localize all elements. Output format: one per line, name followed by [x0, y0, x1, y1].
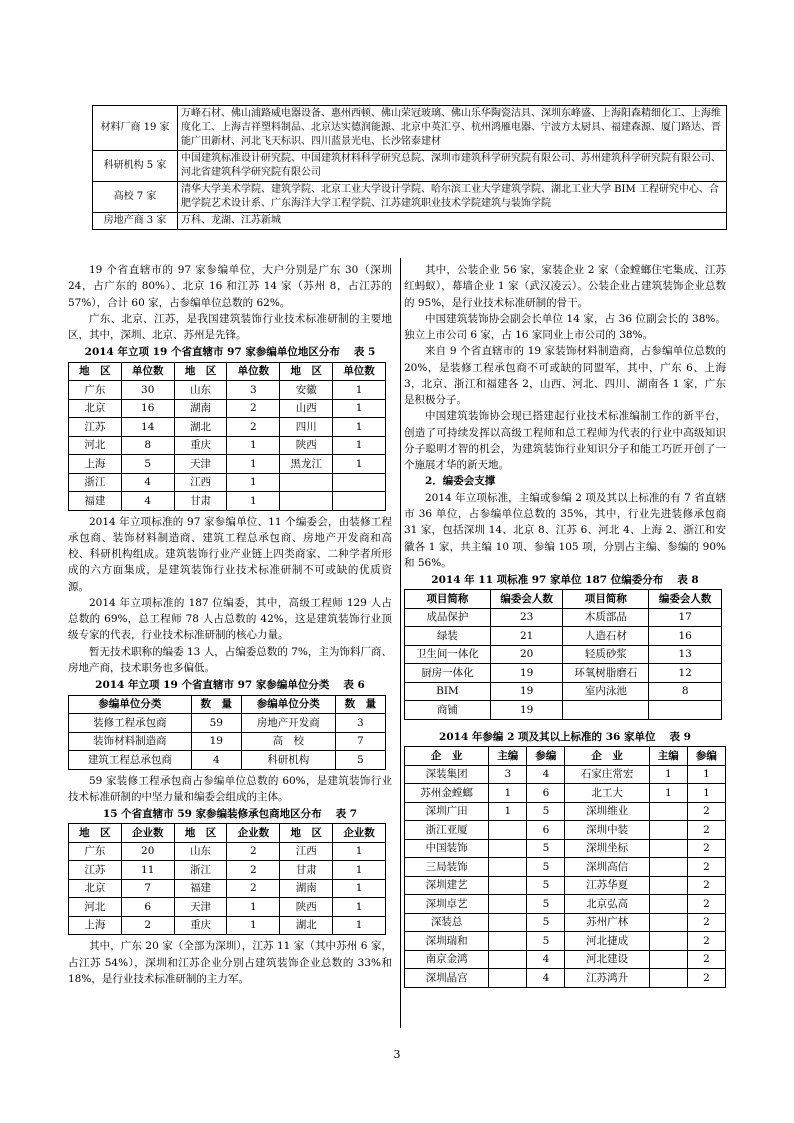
- header-row: [405, 747, 726, 766]
- header-row: [69, 695, 386, 714]
- table-cell: 1: [649, 765, 687, 784]
- table-cell: 四川: [280, 418, 333, 437]
- table-cell: [489, 895, 527, 914]
- table-cell: 19: [490, 682, 563, 701]
- table-row: [405, 950, 726, 969]
- table-cell: 1: [333, 399, 386, 418]
- header-cell: 地 区: [174, 362, 227, 381]
- right-column: [404, 262, 726, 988]
- table-row: [69, 381, 386, 400]
- table-cell: 1: [227, 455, 280, 474]
- table-cell: 江西: [174, 473, 227, 492]
- table-cell: 1: [333, 842, 386, 861]
- table-cell: [649, 895, 687, 914]
- table-cell: 7: [335, 732, 385, 751]
- table-cell: [563, 701, 649, 720]
- table-cell: 1: [227, 492, 280, 511]
- table-cell: 19: [490, 664, 563, 683]
- header-cell: 地 区: [174, 824, 227, 843]
- table-cell: [649, 932, 687, 951]
- table-cell: 黑龙江: [280, 455, 333, 474]
- column-divider: [400, 258, 401, 1028]
- table-cell: [489, 932, 527, 951]
- table-cell: 天津: [174, 898, 227, 917]
- table-cell: 装修工程承包商: [69, 714, 192, 733]
- table-cell: 深圳广田: [405, 802, 489, 821]
- table-cell: [489, 969, 527, 988]
- table-cell: 12: [649, 664, 722, 683]
- table-cell: 5: [527, 895, 565, 914]
- header-cell: 地 区: [280, 824, 333, 843]
- header-cell: 单位数: [121, 362, 174, 381]
- items-cell: 中国建筑标准设计研究院、中国建筑材料科学研究总院、深圳市建筑科学研究院有限公司、苏州建筑科学研究院有限公司、河北省建筑科学研究院有限公司: [178, 151, 727, 182]
- table-cell: 19: [490, 701, 563, 720]
- table-cell: 8: [649, 682, 722, 701]
- paragraph: 2014 年立项标准的 187 位编委，其中，高级工程师 129 人占总数的 69%，总工程师 78 人占总数的 42%，这是建筑装饰行业顶级专家的代表，行业技术标准研制的核心力量。: [68, 596, 392, 642]
- table-cell: 北工大: [565, 784, 649, 803]
- table-cell: [649, 858, 687, 877]
- table-cell: 2: [687, 839, 725, 858]
- table-cell: 深圳卓艺: [405, 895, 489, 914]
- table-cell: [649, 876, 687, 895]
- table-cell: 1: [489, 784, 527, 803]
- table-row: [405, 969, 726, 988]
- category-cell: 材料厂商 19 家: [93, 106, 178, 151]
- table-cell: [649, 950, 687, 969]
- table-cell: 2: [121, 916, 174, 935]
- table-cell: 13: [649, 645, 722, 664]
- table-cell: 天津: [174, 455, 227, 474]
- table-row: [405, 784, 726, 803]
- table-cell: 装饰材料制造商: [69, 732, 192, 751]
- category-cell: 科研机构 5 家: [93, 151, 178, 182]
- table-8: [404, 589, 722, 720]
- table-cell: 5: [527, 876, 565, 895]
- table-row: [69, 916, 386, 935]
- paragraph: 其中，公装企业 56 家，家装企业 2 家（金螳螂住宅集成、江苏红蚂蚁），幕墙企业 1 家（武汉凌云）。公装企业占建筑装饰企业总数的 95%，是行业技术标准研制的骨干。: [404, 264, 726, 309]
- table-cell: 1: [489, 802, 527, 821]
- table-cell: 2: [227, 418, 280, 437]
- section-heading: 2．编委会支撑: [425, 475, 496, 488]
- table-cell: 1: [333, 436, 386, 455]
- table-row: [93, 213, 727, 230]
- page-number: 3: [393, 1048, 401, 1061]
- header-cell: 企业数: [121, 824, 174, 843]
- left-column: [68, 262, 392, 987]
- table-cell: 2: [687, 950, 725, 969]
- table-cell: 2: [687, 895, 725, 914]
- table-cell: 17: [649, 608, 722, 627]
- table-cell: 14: [121, 418, 174, 437]
- table-row: [405, 876, 726, 895]
- table-row: [405, 765, 726, 784]
- table-cell: 1: [333, 861, 386, 880]
- table-row: [405, 682, 722, 701]
- table-cell: 江苏: [69, 861, 122, 880]
- table-cell: 4: [191, 751, 241, 770]
- header-cell: 企业数: [333, 824, 386, 843]
- table-cell: 6: [527, 784, 565, 803]
- table-cell: 重庆: [174, 436, 227, 455]
- table-cell: 湖北: [174, 418, 227, 437]
- header-cell: 企 业: [405, 747, 489, 766]
- table-cell: 深圳晶宫: [405, 969, 489, 988]
- table-cell: 深圳瑞和: [405, 932, 489, 951]
- table-cell: 江西: [280, 842, 333, 861]
- table-cell: 1: [333, 879, 386, 898]
- table-cell: [649, 839, 687, 858]
- table-row: [405, 627, 722, 646]
- table-cell: 16: [121, 399, 174, 418]
- table-cell: 河北: [69, 898, 122, 917]
- paragraph: 中国建筑装饰协会副会长单位 14 家，占 36 位副会长的 38%。独立上市公司 6 家，占 16 家同业上市公司的 38%。: [404, 312, 726, 342]
- table-cell: 湖北: [280, 916, 333, 935]
- table-cell: 深圳坐标: [565, 839, 649, 858]
- table-cell: 23: [490, 608, 563, 627]
- table-cell: 4: [121, 492, 174, 511]
- table-row: [405, 932, 726, 951]
- table-cell: 南京金鸿: [405, 950, 489, 969]
- paragraph: 19 个省直辖市的 97 家参编单位，大户分别是广东 30（深圳 24，占广东的 80%）、北京 16 和江苏 14 家（苏州 8，占江苏的 57%），合计 60 家，占参编单位总数的 62%。: [68, 264, 392, 309]
- table-cell: 高 校: [241, 732, 335, 751]
- table-row: [405, 802, 726, 821]
- paragraph: 其中，广东 20 家（全部为深圳），江苏 11 家（其中苏州 6 家，占江苏 54%），深圳和江苏企业分别占建筑装饰企业总数的 33%和 18%，是行业技术标准研制的主力军。: [68, 940, 392, 985]
- table-cell: 甘肃: [280, 861, 333, 880]
- table-cell: 广东: [69, 381, 122, 400]
- table-cell: 5: [527, 913, 565, 932]
- table-row: [93, 182, 727, 213]
- table-cell: 石家庄常宏: [565, 765, 649, 784]
- table-row: [69, 436, 386, 455]
- table-cell: 江苏华夏: [565, 876, 649, 895]
- table-cell: [333, 473, 386, 492]
- table-cell: 6: [121, 898, 174, 917]
- header-cell: 参编: [527, 747, 565, 766]
- table-cell: [649, 969, 687, 988]
- table-cell: 深圳中装: [565, 821, 649, 840]
- table-5: [68, 362, 386, 511]
- table-cell: 1: [227, 473, 280, 492]
- table-cell: 1: [333, 898, 386, 917]
- table-cell: 江苏鸿升: [565, 969, 649, 988]
- header-cell: 地 区: [69, 824, 122, 843]
- table-cell: 轻质砂浆: [563, 645, 649, 664]
- items-cell: 清华大学美术学院、建筑学院、北京工业大学设计学院、哈尔滨工业大学建筑学院、湖北工业大学 BIM 工程研究中心、合肥学院艺术设计系、广东海洋大学工程学院、江苏建筑职业技术学院建筑与装饰学院: [178, 182, 727, 213]
- table-cell: 2: [687, 821, 725, 840]
- table-cell: 11: [121, 861, 174, 880]
- table-cell: 深装集团: [405, 765, 489, 784]
- table-cell: 甘肃: [174, 492, 227, 511]
- table-cell: 2: [687, 876, 725, 895]
- table-cell: 北京弘高: [565, 895, 649, 914]
- table-cell: 4: [527, 950, 565, 969]
- table-row: [405, 608, 722, 627]
- header-cell: 项目简称: [563, 590, 649, 609]
- table-cell: 7: [121, 879, 174, 898]
- table-cell: 福建: [174, 879, 227, 898]
- table-cell: 1: [333, 381, 386, 400]
- header-cell: 参编单位分类: [241, 695, 335, 714]
- header-cell: 编委会人数: [490, 590, 563, 609]
- table-cell: [649, 821, 687, 840]
- table-row: [69, 492, 386, 511]
- table-cell: 人造石材: [563, 627, 649, 646]
- table-cell: 河北建设: [565, 950, 649, 969]
- table-cell: 2: [227, 861, 280, 880]
- table-row: [405, 701, 722, 720]
- table-cell: 1: [687, 765, 725, 784]
- table-cell: 5: [527, 839, 565, 858]
- table-caption: 2014 年参编 2 项及其以上标准的 36 家单位 表 9: [439, 730, 691, 743]
- header-row: [69, 824, 386, 843]
- table-row: [69, 473, 386, 492]
- table-cell: 21: [490, 627, 563, 646]
- table-cell: 浙江: [174, 861, 227, 880]
- table-cell: 中国装饰: [405, 839, 489, 858]
- table-cell: 浙江亚厦: [405, 821, 489, 840]
- table-cell: 2: [227, 879, 280, 898]
- table-row: [405, 645, 722, 664]
- table-cell: [489, 821, 527, 840]
- table-cell: 成品保护: [405, 608, 491, 627]
- table-cell: [489, 950, 527, 969]
- table-cell: 室内泳池: [563, 682, 649, 701]
- table-cell: 1: [227, 898, 280, 917]
- table-cell: 2: [687, 802, 725, 821]
- table-6: [68, 695, 386, 770]
- table-cell: [489, 858, 527, 877]
- table-row: [93, 151, 727, 182]
- table-row: [69, 879, 386, 898]
- header-cell: 数 量: [191, 695, 241, 714]
- table-row: [69, 455, 386, 474]
- table-cell: 1: [227, 916, 280, 935]
- table-cell: 陕西: [280, 436, 333, 455]
- header-cell: 数 量: [335, 695, 385, 714]
- table-cell: [489, 876, 527, 895]
- table-cell: 2: [227, 399, 280, 418]
- category-cell: 高校 7 家: [93, 182, 178, 213]
- table-row: [405, 858, 726, 877]
- table-cell: 2: [687, 858, 725, 877]
- table-cell: 深圳高信: [565, 858, 649, 877]
- table-row: [69, 732, 386, 751]
- table-cell: 2: [687, 932, 725, 951]
- header-cell: 主编: [649, 747, 687, 766]
- table-cell: [649, 701, 722, 720]
- table-cell: BIM: [405, 682, 491, 701]
- table-cell: 湖南: [280, 879, 333, 898]
- paragraph: 暂无技术职称的编委 13 人，占编委总数的 7%，主为饰料厂商、房地产商，技术职务也多偏低。: [68, 645, 392, 674]
- table-cell: 3: [335, 714, 385, 733]
- header-row: [69, 362, 386, 381]
- table-cell: 30: [121, 381, 174, 400]
- table-cell: [489, 839, 527, 858]
- table-cell: [489, 913, 527, 932]
- table-caption: 2014 年 11 项标准 97 家单位 187 位编委分布 表 8: [431, 574, 699, 587]
- table-cell: 安徽: [280, 381, 333, 400]
- table-cell: 1: [333, 916, 386, 935]
- paragraph: 2014 年立项标准的 97 家参编单位、11 个编委会，由装修工程承包商、装饰材料制造商、建筑工程总承包商、房地产开发商和高校、科研机构组成。建筑装饰行业产业链上四类商家、二种学者所形成的六方面集成，是建筑装饰行业技术标准研制不可或缺的优质资源。: [68, 515, 392, 593]
- header-cell: 地 区: [280, 362, 333, 381]
- table-cell: 2: [687, 913, 725, 932]
- table-cell: 科研机构: [241, 751, 335, 770]
- table-caption: 15 个省直辖市 59 家参编装修承包商地区分布 表 7: [102, 808, 358, 821]
- paragraph: 59 家装修工程承包商占参编单位总数的 60%，是建筑装饰行业技术标准研制的中坚力量和编委会组成的主体。: [68, 774, 392, 803]
- table-cell: 20: [121, 842, 174, 861]
- table-cell: 山西: [280, 399, 333, 418]
- table-row: [69, 714, 386, 733]
- table-cell: 6: [527, 821, 565, 840]
- table-row: [405, 664, 722, 683]
- table-cell: 1: [687, 784, 725, 803]
- table-cell: 河北捷成: [565, 932, 649, 951]
- table-cell: 江苏: [69, 418, 122, 437]
- table-row: [69, 898, 386, 917]
- table-cell: 深圳建艺: [405, 876, 489, 895]
- header-cell: 主编: [489, 747, 527, 766]
- paragraph: 中国建筑装饰协会现已搭建起行业技术标准编制工作的新平台，创造了可持续发挥以高级工程师和总工程师为代表的行业中高级知识分子聪明才智的机会，为建筑装饰行业知识分子和能工巧匠开创了一个施展才华的新天地。: [404, 410, 726, 472]
- table-row: [69, 842, 386, 861]
- header-cell: 参编: [687, 747, 725, 766]
- table-row: [69, 399, 386, 418]
- header-cell: 编委会人数: [649, 590, 722, 609]
- table-cell: 深圳维业: [565, 802, 649, 821]
- table-cell: 上海: [69, 916, 122, 935]
- table-cell: 陕西: [280, 898, 333, 917]
- table-row: [69, 751, 386, 770]
- table-caption: 2014 年立项 19 个省直辖市 97 家参编单位分类 表 6: [95, 679, 365, 692]
- table-cell: 建筑工程总承包商: [69, 751, 192, 770]
- table-cell: 2: [687, 969, 725, 988]
- table-cell: 1: [649, 784, 687, 803]
- table-cell: 山东: [174, 842, 227, 861]
- table-cell: 3: [489, 765, 527, 784]
- table-cell: 湖南: [174, 399, 227, 418]
- items-cell: 万峰石材、佛山浦路威电器设备、惠州西顿、佛山荣冠玻璃、佛山乐华陶瓷洁具、深圳东峰盛、上海阳森精细化工、上海维度化工、上海吉祥塑料制品、北京达实德润能源、北京中英汇亨、杭州鸿雁电器、宁波方太厨具、福建森源、厦门路达、晋能广田新材、河北飞天标识、四川蓝景光电、长沙铭泰建材: [178, 106, 727, 151]
- table-cell: 苏州广林: [565, 913, 649, 932]
- table-row: [405, 821, 726, 840]
- table-cell: 20: [490, 645, 563, 664]
- table-cell: 商铺: [405, 701, 491, 720]
- table-cell: 广东: [69, 842, 122, 861]
- table-cell: 1: [333, 418, 386, 437]
- table-cell: 房地产开发商: [241, 714, 335, 733]
- table-cell: 卫生间一体化: [405, 645, 491, 664]
- table-cell: 1: [227, 436, 280, 455]
- table-cell: 4: [527, 765, 565, 784]
- table-row: [405, 895, 726, 914]
- table-9: [404, 746, 726, 988]
- table-cell: 上海: [69, 455, 122, 474]
- table-cell: 2: [227, 842, 280, 861]
- table-cell: 北京: [69, 399, 122, 418]
- header-cell: 企 业: [565, 747, 649, 766]
- table-cell: 4: [527, 969, 565, 988]
- table-cell: 3: [227, 381, 280, 400]
- table-cell: 4: [121, 473, 174, 492]
- table-row: [69, 418, 386, 437]
- category-cell: 房地产商 3 家: [93, 213, 178, 230]
- table-cell: 河北: [69, 436, 122, 455]
- table-cell: 59: [191, 714, 241, 733]
- table-cell: [280, 492, 333, 511]
- paragraph: 广东、北京、江苏，是我国建筑装饰行业技术标准研制的主要地区，其中，深圳、北京、苏州是先锋。: [68, 312, 392, 342]
- table-cell: 5: [527, 858, 565, 877]
- table-cell: 1: [333, 455, 386, 474]
- table-row: [405, 913, 726, 932]
- table-cell: [649, 802, 687, 821]
- table-cell: 北京: [69, 879, 122, 898]
- paragraph: 来自 9 个省直辖市的 19 家装饰材料制造商，占参编单位总数的 20%，是装修工程承包商不可或缺的同盟军，其中，广东 6、上海 3，北京、浙江和福建各 2，山西、河北、四川、湖南各 1 家，广东是积极分子。: [404, 345, 726, 407]
- table-row: [69, 861, 386, 880]
- table-cell: 三局装饰: [405, 858, 489, 877]
- table-cell: 8: [121, 436, 174, 455]
- table-cell: 浙江: [69, 473, 122, 492]
- table-cell: 厨房一体化: [405, 664, 491, 683]
- table-cell: 重庆: [174, 916, 227, 935]
- table-cell: [649, 913, 687, 932]
- paragraph: 2014 年立项标准，主编或参编 2 项及其以上标准的有 7 省直辖市 36 单位，占参编单位总数的 35%，其中，行业先进装修承包商 31 家，包括深圳 14、北京 8、江苏 6、河北 4、上海 2、浙江和安徽各 1 家，共主编 10 项、参编 105 项，分别占主编、参编的 90%和 56%。: [404, 491, 726, 569]
- table-caption: 2014 年立项 19 个省直辖市 97 家参编单位地区分布 表 5: [84, 346, 376, 359]
- table-cell: [280, 473, 333, 492]
- table-cell: 木质部品: [563, 608, 649, 627]
- header-cell: 单位数: [333, 362, 386, 381]
- header-cell: 参编单位分类: [69, 695, 192, 714]
- table-cell: [333, 492, 386, 511]
- header-cell: 地 区: [69, 362, 122, 381]
- header-cell: 单位数: [227, 362, 280, 381]
- header-cell: 企业数: [227, 824, 280, 843]
- header-row: [405, 590, 722, 609]
- items-cell: 万科、龙湖、江苏新城: [178, 213, 727, 230]
- table-cell: 5: [335, 751, 385, 770]
- table-cell: 5: [527, 932, 565, 951]
- table-cell: 苏州金螳螂: [405, 784, 489, 803]
- table-cell: 5: [121, 455, 174, 474]
- table-cell: 绿装: [405, 627, 491, 646]
- table-cell: 福建: [69, 492, 122, 511]
- header-cell: 项目简称: [405, 590, 491, 609]
- table-7: [68, 823, 386, 935]
- table-cell: 5: [527, 802, 565, 821]
- table-cell: 19: [191, 732, 241, 751]
- table-cell: 16: [649, 627, 722, 646]
- table-cell: 环氧树脂磨石: [563, 664, 649, 683]
- table-row: [405, 839, 726, 858]
- table-cell: 深装总: [405, 913, 489, 932]
- table-cell: 山东: [174, 381, 227, 400]
- table-row: [93, 106, 727, 151]
- top-member-table: [92, 105, 727, 230]
